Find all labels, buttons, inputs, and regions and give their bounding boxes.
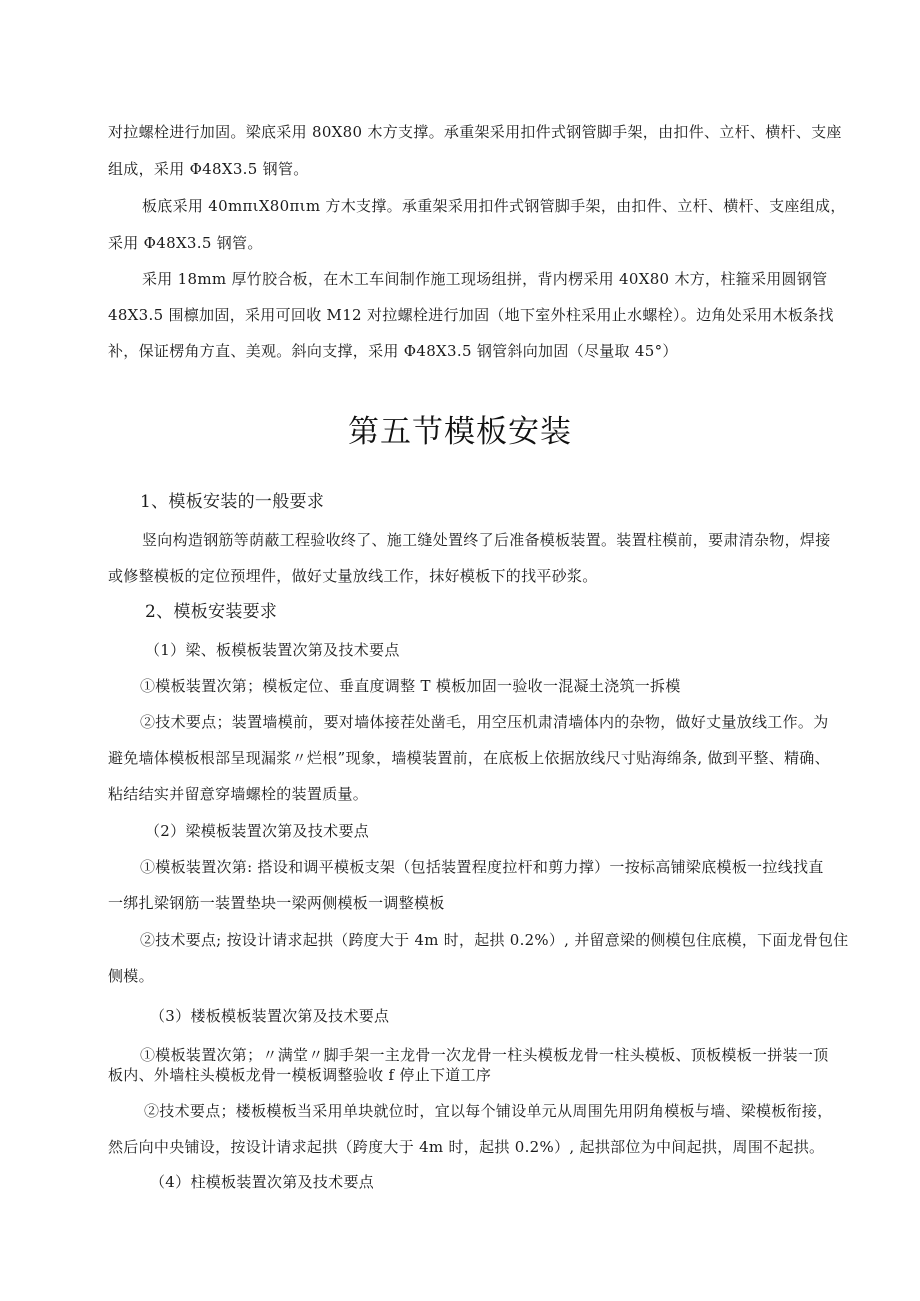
body-text-line: ②技术要点；装置墙模前，要对墙体接茬处凿毛，用空压机肃清墙体内的杂物，做好丈量放线工作。为 [140, 713, 829, 731]
body-text-line: 对拉螺栓进行加固。梁底采用 80X80 木方支撑。承重架采用扣件式钢管脚手架，由扣件、立杆、横杆、支座 [108, 123, 842, 141]
item-heading: （1）梁、板模板装置次第及技术要点 [145, 641, 400, 659]
body-text-line: 竖向构造钢筋等荫蔽工程验收终了、施工缝处置终了后准备模板装置。装置柱模前，要肃清杂物，焊接 [142, 531, 831, 549]
section-title: 第五节模板安装 [348, 414, 572, 450]
body-text-line: 补，保证楞角方直、美观。斜向支撑，采用 Φ48X3.5 钢管斜向加固（尽量取 45°） [108, 342, 678, 360]
subsection-heading: 1、模板安装的一般要求 [140, 492, 325, 512]
item-heading: （2）梁模板装置次第及技术要点 [145, 822, 370, 840]
item-heading: （4）柱模板装置次第及技术要点 [150, 1173, 375, 1191]
body-text-line: 避免墙体模板根部呈现漏浆〃烂根”现象，墙模装置前，在底板上依据放线尺寸贴海绵条, 做到平整、精确、 [108, 749, 830, 767]
body-text-line: ②技术要点; 按设计请求起拱（跨度大于 4m 时，起拱 0.2%）, 并留意梁的侧模包住底模，下面龙骨包住 [140, 931, 849, 949]
body-text-line: ①模板装置次第；〃满堂〃脚手架一主龙骨一次龙骨一柱头模板龙骨一柱头模板、顶板模板一拼装一顶 [140, 1046, 829, 1064]
item-heading: （3）楼板模板装置次第及技术要点 [150, 1007, 390, 1025]
body-text-line: 板内、外墙柱头模板龙骨一模板调整验收 f 停止下道工序 [108, 1066, 492, 1084]
body-text-line: ②技术要点；楼板模板当采用单块就位时，宜以每个铺设单元从周围先用阴角模板与墙、梁模板衔接， [144, 1102, 833, 1120]
body-text-line: ①模板装置次第: 搭设和调平模板支架（包括装置程度拉杆和剪力撑）一按标高铺梁底模板一拉线找直 [140, 858, 824, 876]
body-text-line: 板底采用 40mπιX80πιm 方木支撑。承重架采用扣件式钢管脚手架，由扣件、立杆、横杆、支座组成， [142, 197, 846, 215]
body-text-line: 48X3.5 围檩加固，采用可回收 M12 对拉螺栓进行加固（地下室外柱采用止水螺栓）。边角处采用木板条找 [108, 306, 834, 324]
body-text-line: ①模板装置次第；模板定位、垂直度调整 T 模板加固一验收一混凝土浇筑一拆模 [140, 677, 681, 695]
body-text-line: 粘结结实并留意穿墙螺栓的装置质量。 [108, 785, 369, 803]
body-text-line: 一绑扎梁钢筋一装置垫块一梁两侧模板一调整模板 [108, 894, 445, 912]
body-text-line: 组成，采用 Φ48X3.5 钢管。 [108, 160, 309, 178]
body-text-line: 侧模。 [108, 967, 154, 985]
body-text-line: 采用 18mm 厚竹胶合板，在木工车间制作施工现场组拼，背内楞采用 40X80 木方，柱箍采用圆钢管 [142, 270, 828, 288]
body-text-line: 然后向中央铺设，按设计请求起拱（跨度大于 4m 时，起拱 0.2%）, 起拱部位为中间起拱，周围不起拱。 [108, 1138, 825, 1156]
subsection-heading: 2、模板安装要求 [145, 602, 278, 622]
body-text-line: 采用 Φ48X3.5 钢管。 [108, 234, 263, 252]
body-text-line: 或修整模板的定位预埋件，做好丈量放线工作，抹好模板下的找平砂浆。 [108, 567, 598, 585]
